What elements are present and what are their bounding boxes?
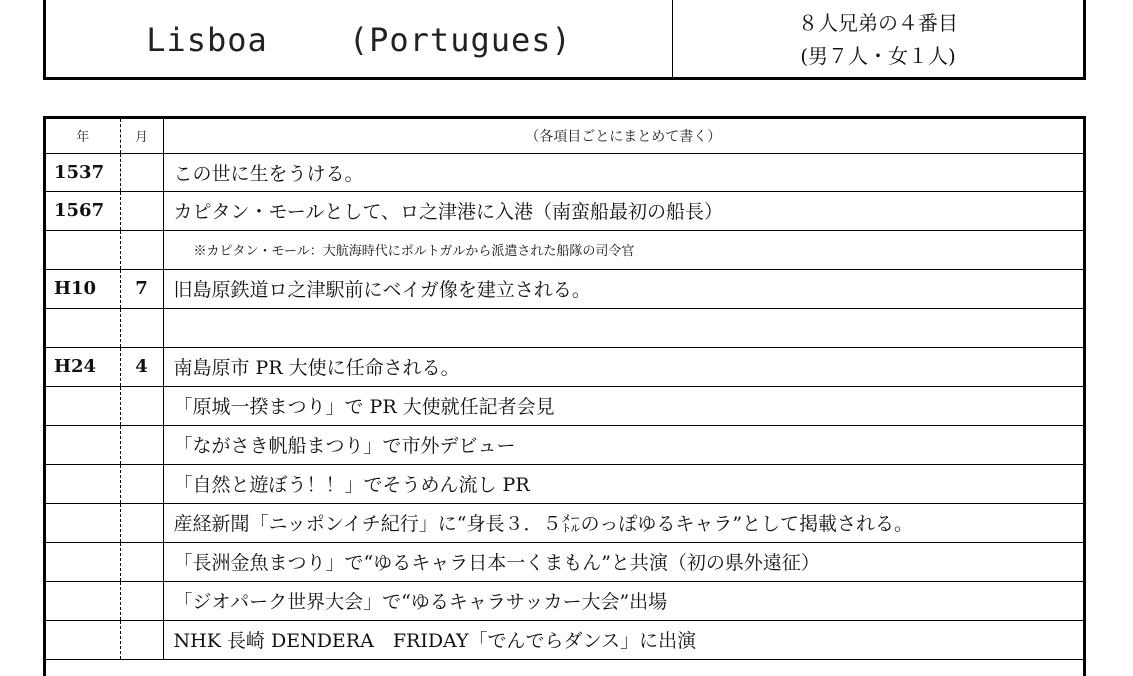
event-cell: 「長洲金魚まつり」で“ゆるキャラ日本一くまもん”と共演（初の県外遠征） <box>163 542 1083 581</box>
year-cell: 1567 <box>46 191 120 230</box>
year-cell <box>46 503 120 542</box>
year-cell <box>46 386 120 425</box>
month-cell <box>120 191 163 230</box>
event-cell: 産経新聞「ニッポンイチ紀行」に“身長３．５㍍のっぽゆるキャラ”として掲載される。 <box>163 503 1083 542</box>
event-cell: 旧島原鉄道ロ之津駅前にベイガ像を建立される。 <box>163 269 1083 308</box>
table-row <box>46 581 1083 620</box>
year-cell <box>46 308 120 347</box>
column-header-month: 月 <box>120 119 163 153</box>
year-cell <box>46 425 120 464</box>
table-row <box>46 153 1083 191</box>
month-cell <box>120 620 163 659</box>
character-name: Lisboa (Portugues) <box>146 21 572 59</box>
table-row <box>46 347 1083 386</box>
event-cell <box>163 308 1083 347</box>
event-cell: 「原城一揆まつり」で PR 大使就任記者会見 <box>163 386 1083 425</box>
note-cell: ※カピタン・モール：大航海時代にポルトガルから派遣された船隊の司令官 <box>163 230 1083 269</box>
history-table <box>46 119 1083 660</box>
event-cell: 南島原市 PR 大使に任命される。 <box>163 347 1083 386</box>
month-cell <box>120 425 163 464</box>
table-row <box>46 503 1083 542</box>
event-cell: NHK 長崎 DENDERA FRIDAY「でんでらダンス」に出演 <box>163 620 1083 659</box>
event-cell: 「自然と遊ぼう！！」でそうめん流し PR <box>163 464 1083 503</box>
event-cell: 「ジオパーク世界大会」で“ゆるキャラサッカー大会”出場 <box>163 581 1083 620</box>
name-cell <box>46 0 673 77</box>
month-cell <box>120 503 163 542</box>
table-row <box>46 191 1083 230</box>
history-table-container <box>43 116 1086 676</box>
table-row <box>46 620 1083 659</box>
year-cell: H24 <box>46 347 120 386</box>
year-cell: 1537 <box>46 153 120 191</box>
column-header-year: 年 <box>46 119 120 153</box>
table-row <box>46 464 1083 503</box>
year-cell <box>46 620 120 659</box>
year-cell <box>46 464 120 503</box>
month-cell <box>120 230 163 269</box>
month-cell <box>120 542 163 581</box>
year-cell <box>46 581 120 620</box>
month-cell: 4 <box>120 347 163 386</box>
month-cell: 7 <box>120 269 163 308</box>
year-cell <box>46 230 120 269</box>
family-cell <box>673 0 1083 77</box>
month-cell <box>120 386 163 425</box>
profile-header-box <box>43 0 1086 80</box>
event-cell: 「ながさき帆船まつり」で市外デビュー <box>163 425 1083 464</box>
month-cell <box>120 308 163 347</box>
year-cell: H10 <box>46 269 120 308</box>
table-row <box>46 230 1083 269</box>
table-row <box>46 308 1083 347</box>
event-cell: この世に生をうける。 <box>163 153 1083 191</box>
table-header-row <box>46 119 1083 153</box>
table-row <box>46 542 1083 581</box>
event-cell: カピタン・モールとして、ロ之津港に入港（南蛮船最初の船長） <box>163 191 1083 230</box>
month-cell <box>120 581 163 620</box>
family-line-1: ８人兄弟の４番目 <box>798 11 958 35</box>
column-header-event: （各項目ごとにまとめて書く） <box>163 119 1083 153</box>
year-cell <box>46 542 120 581</box>
table-row <box>46 386 1083 425</box>
month-cell <box>120 153 163 191</box>
table-row <box>46 425 1083 464</box>
month-cell <box>120 464 163 503</box>
family-line-2: (男７人・女１人) <box>800 44 956 68</box>
table-row <box>46 269 1083 308</box>
